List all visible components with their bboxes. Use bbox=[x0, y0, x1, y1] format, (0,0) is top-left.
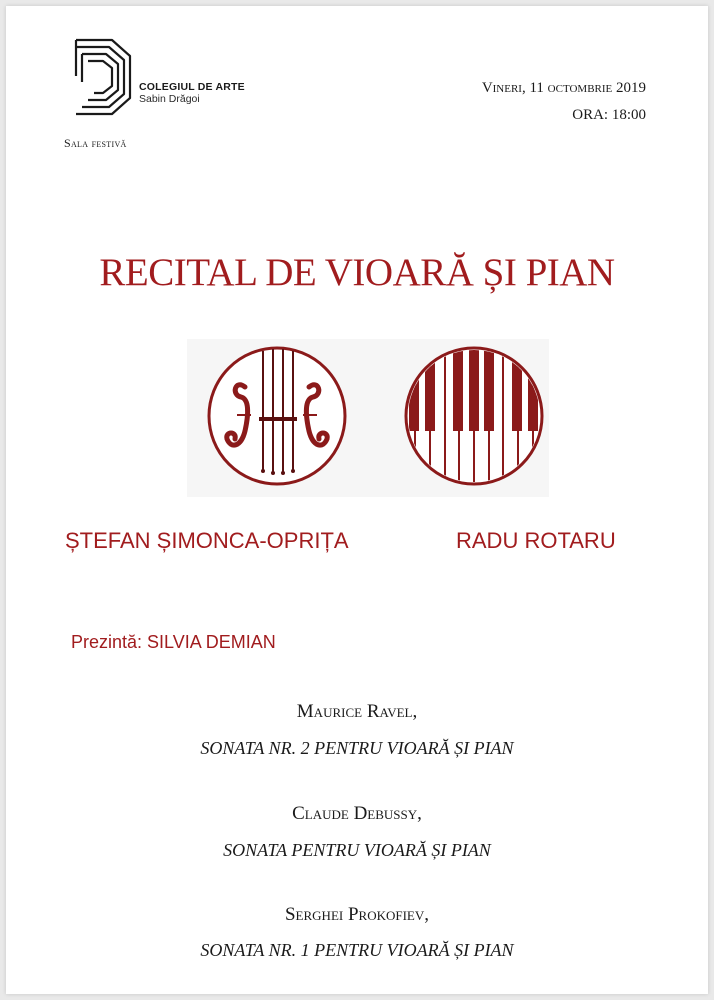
performer-violin: ȘTEFAN ȘIMONCA-OPRIȚA bbox=[65, 528, 349, 553]
piano-keys-icon bbox=[406, 339, 542, 497]
composer-3: Serghei Prokofiev, bbox=[284, 904, 429, 925]
work-3: SONATA NR. 1 PENTRU VIOARĂ ȘI PIAN bbox=[200, 940, 514, 960]
event-date: Vineri, 11 octombrie 2019 bbox=[481, 80, 646, 96]
school-subtitle: Sabin Drăgoi bbox=[139, 93, 200, 105]
poster-sheet bbox=[6, 6, 708, 994]
performer-piano: RADU ROTARU bbox=[456, 528, 616, 553]
presenter: Prezintă: SILVIA DEMIAN bbox=[71, 632, 276, 652]
school-logo bbox=[72, 36, 142, 118]
violin-f-holes-icon bbox=[209, 348, 345, 484]
page-title: RECITAL DE VIOARĂ ȘI PIAN bbox=[99, 251, 615, 294]
work-1: SONATA NR. 2 PENTRU VIOARĂ ȘI PIAN bbox=[200, 738, 514, 758]
school-name: COLEGIUL DE ARTE bbox=[139, 81, 245, 93]
event-time: ORA: 18:00 bbox=[572, 107, 646, 123]
composer-1: Maurice Ravel, bbox=[296, 701, 418, 722]
work-2: SONATA PENTRU VIOARĂ ȘI PIAN bbox=[223, 840, 491, 860]
composer-2: Claude Debussy, bbox=[292, 803, 422, 824]
venue: Sala festivă bbox=[64, 136, 127, 150]
instrument-icons bbox=[187, 339, 549, 497]
